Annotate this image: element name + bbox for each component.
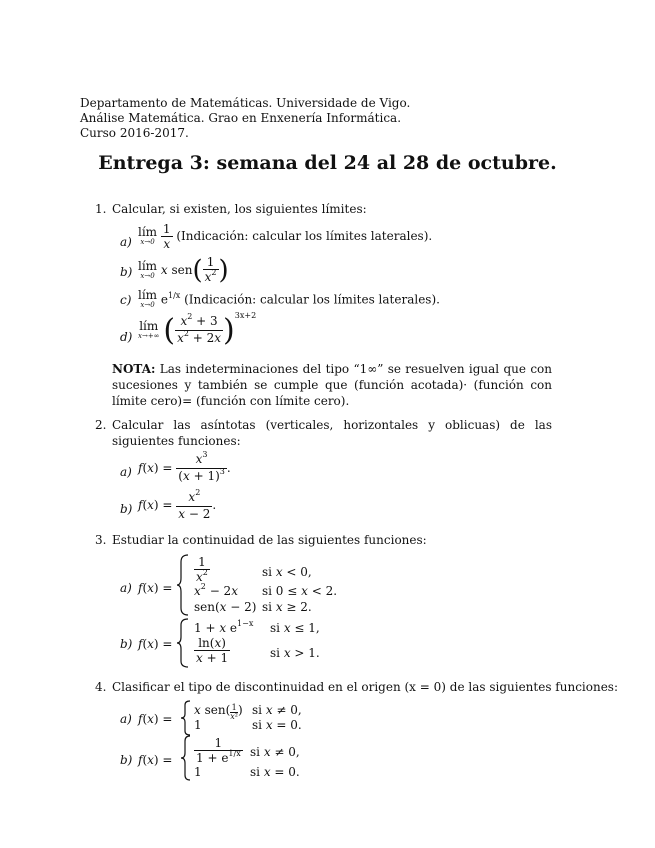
item-1c-formula: lím x→0 $e^{1/x}$ (Indicación: calcular los límites laterales). [138, 288, 440, 309]
item-3a-brace [176, 554, 190, 616]
item-3b-brace [176, 618, 190, 668]
note-bold-label: NOTA: [112, 362, 156, 376]
item-1d-label: d) [120, 330, 133, 344]
item-4a-cond1: si x ≠ 0, [252, 703, 302, 717]
page-title: Entrega 3: semana del 24 al 28 de octubre. [98, 152, 557, 174]
item-3b-label: b) [120, 637, 133, 651]
item-3b-case2: $\frac{\ln(x)}{x + 1}$ [196, 636, 229, 665]
item-3b-cond2: si x > 1. [270, 646, 320, 660]
item-1a-formula: lím x→0 $\frac{1}{x}$ (Indicación: calcular los límites laterales). [138, 222, 433, 251]
item-4a-label: a) [120, 712, 132, 726]
item-3a-cond3: si x ≥ 2. [262, 600, 312, 614]
item-1a-note: (Indicación: calcular los límites laterales). [176, 229, 433, 243]
item-1b-formula: lím x→0 x sen( $\frac{1}{x^2}$ ) [138, 255, 229, 286]
item-3a-case3: sen(x − 2) [194, 600, 257, 614]
item-1c-label: c) [120, 293, 132, 307]
item-4b-brace [180, 735, 192, 781]
problem-3-text: Estudiar la continuidad de las siguientes funciones: [112, 533, 427, 547]
item-4b-label: b) [120, 753, 133, 767]
header-course-title: Análise Matemática. Grao en Enxenería Informática. [80, 111, 402, 125]
item-3a-cond2: si 0 ≤ x < 2. [262, 584, 338, 598]
item-4b-case1: $\frac{1}{1 + e^{1/x}}$ [196, 736, 241, 765]
item-2a-label: a) [120, 465, 132, 479]
problem-2-text: Calcular las asíntotas (verticales, horizontales y oblicuas) de las siguientes funciones: [112, 418, 552, 448]
item-2b-formula: f(x) = $\frac{x^2}{x - 2}$ . [138, 488, 217, 521]
item-3a-label: a) [120, 581, 132, 595]
item-3b-cond1: si x ≤ 1, [270, 621, 320, 635]
header-year: Curso 2016-2017. [80, 126, 189, 140]
note-text: Las indeterminaciones del tipo “1∞” se resuelven igual que con sucesiones y también se cumple que (función acotada)· (función con límite cero)= (función con límite cero). [112, 362, 552, 408]
item-4b-fx: f(x) = [138, 753, 173, 767]
item-4a-brace [180, 700, 192, 736]
item-3a-cond1: si x < 0, [262, 565, 312, 579]
item-2a-formula: f(x) = $\frac{x^3}{(x + 1)^3}$ . [138, 450, 231, 483]
item-4b-case2: 1 [194, 765, 202, 779]
item-4a-case2: 1 [194, 718, 202, 732]
item-3a-case2: $x^2 - 2x$ [194, 582, 238, 598]
item-2b-label: b) [120, 502, 133, 516]
problem-2-number: 2. [95, 418, 107, 432]
item-4b-cond1: si x ≠ 0, [250, 745, 300, 759]
item-4b-cond2: si x = 0. [250, 765, 300, 779]
problem-3-number: 3. [95, 533, 107, 547]
problem-4-number: 4. [95, 680, 107, 694]
item-4a-cond2: si x = 0. [252, 718, 302, 732]
item-1d-formula: lím x→+∞ ( $\frac{x^2 + 3}{x^2 + 2x}$ )$^{3x+2}$ [138, 311, 257, 348]
problem-1-number: 1. [95, 202, 107, 216]
item-1a-label: a) [120, 235, 132, 249]
item-1b-label: b) [120, 265, 133, 279]
item-3b-case1: 1 + x $e^{1-x}$ [194, 619, 254, 635]
item-4a-fx: f(x) = [138, 712, 173, 726]
item-3b-fx: f(x) = [138, 637, 173, 651]
header-department: Departamento de Matemáticas. Universidade de Vigo. [80, 96, 411, 110]
item-1c-note: (Indicación: calcular los límites laterales). [184, 292, 440, 307]
problem-1-text: Calcular, si existen, los siguientes límites: [112, 202, 367, 216]
item-3a-fx: f(x) = [138, 581, 173, 595]
item-3a-case1: $\frac{1}{x^2}$ [196, 555, 208, 584]
problem-1-note [112, 361, 552, 409]
problem-4-text: Clasificar el tipo de discontinuidad en el origen (x = 0) de las siguientes funciones: [112, 680, 619, 694]
item-4a-case1: x sen( $\frac{1}{\text{x²}}$ ) [194, 702, 243, 721]
